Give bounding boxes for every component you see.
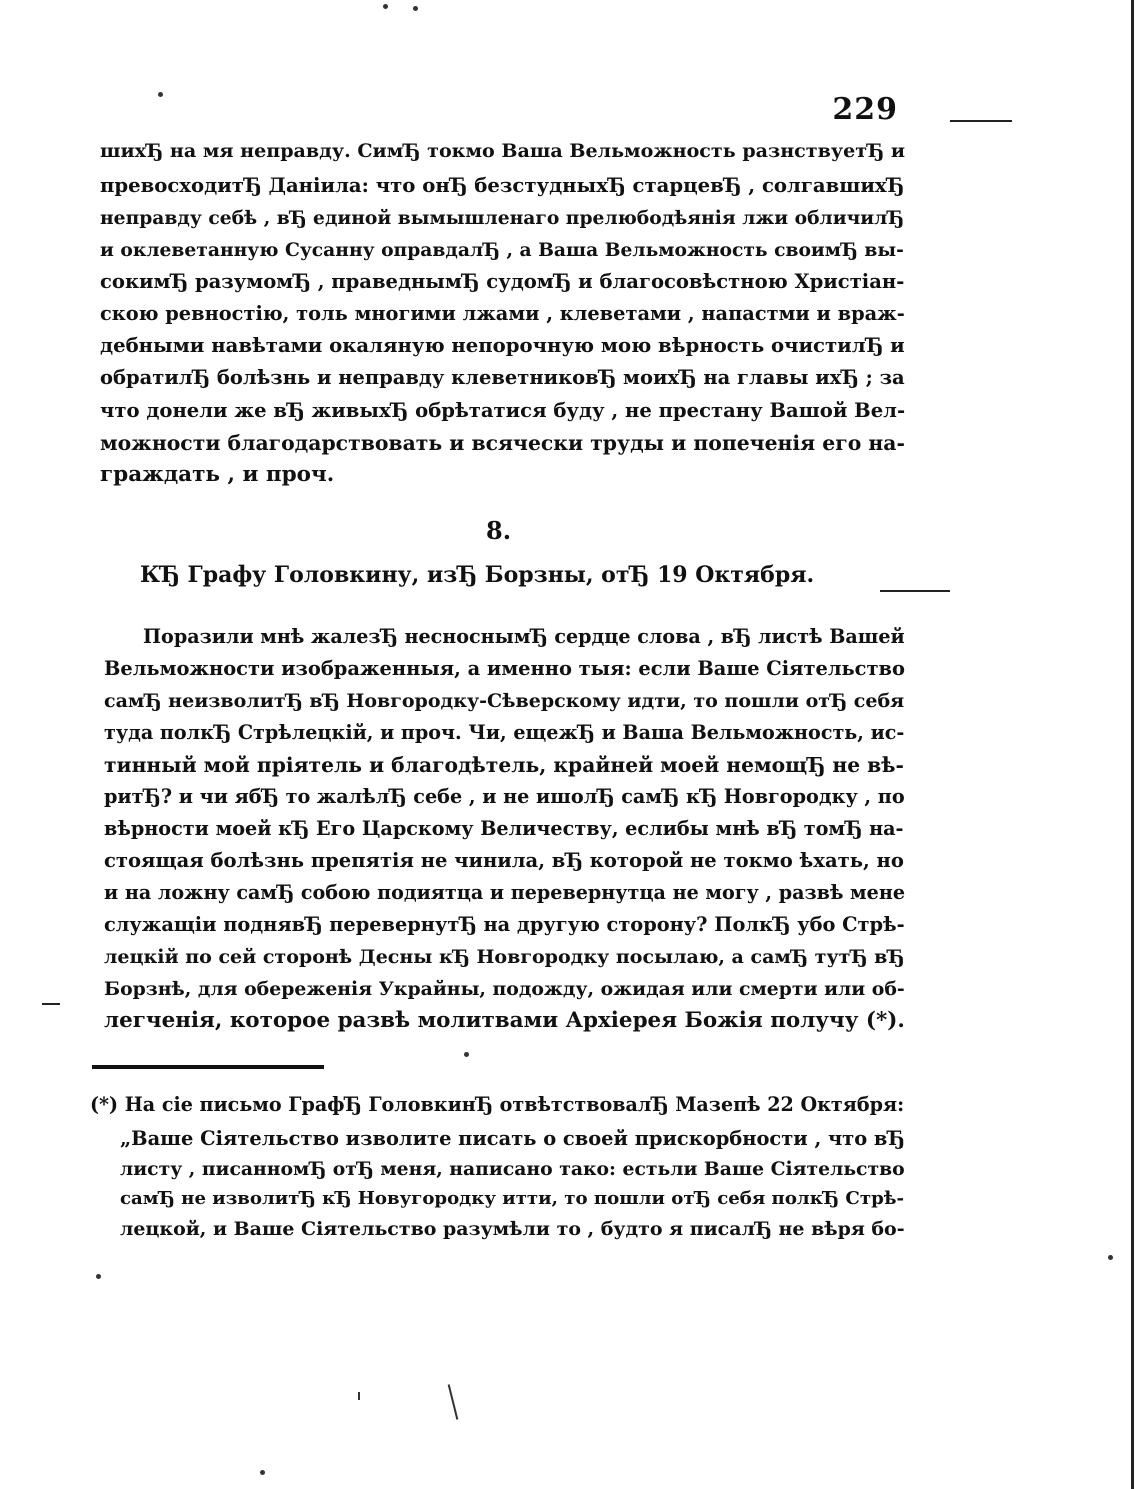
footnote-line: листу , писанномЂ отЂ меня, написано тако: естьли Ваше Сіятельство — [120, 1158, 905, 1180]
text-line: туда полкЂ Стрѣлецкій, и проч. Чи, ещежЂ и Ваша Вельможность, ис- — [104, 721, 905, 744]
ink-speck — [413, 6, 418, 11]
text-line: самЂ неизволитЂ вЂ Новгородку-Сѣверскому идти, то пошли отЂ себя — [104, 690, 905, 712]
text-line: стоящая болѣзнь препятія не чинила, вЂ которой не токмо ѣхать, но — [104, 849, 904, 872]
text-line: вѣрности моей кЂ Его Царскому Величеству, еслибы мнѣ вЂ томЂ на- — [104, 817, 904, 840]
text-line: превосходитЂ Даніила: что онЂ безстудныхЂ старцевЂ , солгавшихЂ — [100, 174, 905, 197]
text-line: ритЂ? и чи ябЂ то жалѣлЂ себе , и не ишолЂ самЂ кЂ Новгородку , по — [104, 785, 905, 808]
text-line: служащіи поднявЂ перевернутЂ на другую сторону? ПолкЂ убо Стрѣ- — [104, 913, 905, 936]
footnote-line: самЂ не изволитЂ кЂ Новугородку итти, то пошли отЂ себя полкЂ Стрѣ- — [120, 1188, 905, 1209]
section-number: 8. — [486, 516, 512, 545]
text-line: легченія, которое развѣ молитвами Архіерея Божія получу (*). — [104, 1008, 905, 1033]
ink-speck — [464, 1052, 469, 1057]
text-line: шихЂ на мя неправду. СимЂ токмо Ваша Вельможность разнствуетЂ и — [100, 140, 906, 162]
text-line: Поразили мнѣ жалезЂ несноснымЂ сердце слова , вЂ листѣ Вашей — [143, 625, 905, 648]
page-edge-line — [1131, 0, 1134, 1489]
footnote-rule — [92, 1065, 324, 1069]
letter-heading: КЂ Графу Головкину, изЂ Борзны, отЂ 19 Октября. — [140, 562, 815, 588]
text-line: граждать , и проч. — [100, 462, 335, 487]
ink-speck — [383, 4, 388, 9]
text-line: сокимЂ разумомЂ , праведнымЂ судомЂ и благосовѣстною Христіан- — [100, 270, 905, 293]
ink-speck — [260, 1470, 265, 1475]
ink-stroke — [448, 1384, 459, 1419]
text-line: Борзнѣ, для обереженія Украйны, подожду, ожидая или смерти или об- — [104, 978, 905, 1000]
ink-speck — [158, 92, 163, 97]
margin-mark — [42, 1003, 60, 1005]
text-line: что донели же вЂ живыхЂ обрѣтатися буду , не престану Вашой Вел- — [100, 399, 906, 422]
text-line: тинный мой пріятель и благодѣтель, крайней моей немощЂ не вѣ- — [104, 753, 904, 777]
ink-stroke — [358, 1392, 360, 1400]
text-line: можности благодарствовать и всячески труды и попеченія его на- — [100, 431, 905, 455]
footnote-line: „Ваше Сіятельство изволите писать о своей прискорбности , что вЂ — [120, 1127, 905, 1150]
text-line: и оклеветанную Сусанну оправдалЂ , а Ваша Вельможность своимЂ вы- — [100, 239, 904, 261]
margin-mark — [880, 590, 950, 592]
ink-speck — [1108, 1255, 1113, 1260]
text-line: лецкій по сей сторонѣ Десны кЂ Новгородку посылаю, а самЂ тутЂ вЂ — [104, 946, 905, 968]
page-number: 229 — [832, 92, 898, 127]
text-line: дебными навѣтами окаляную непорочную мою вѣрность очистилЂ и — [100, 334, 905, 357]
text-line: и на ложну самЂ собою подиятца и перевернутца не могу , развѣ мене — [104, 881, 906, 904]
text-line: обратилЂ болѣзнь и неправду клеветниковЂ моихЂ на главы ихЂ ; за — [100, 366, 905, 389]
text-line: Вельможности изображенныя, а именно тыя: если Ваше Сіятельство — [104, 657, 905, 680]
footnote-line: лецкой, и Ваше Сіятельство разумѣли то , будто я писалЂ не вѣря бо- — [120, 1218, 905, 1240]
text-line: неправду себѣ , вЂ единой вымышленаго прелюбодѣянія лжи обличилЂ — [100, 207, 905, 229]
ink-speck — [96, 1274, 101, 1279]
margin-mark — [950, 120, 1012, 122]
footnote-line: (*) На сіе письмо ГрафЂ ГоловкинЂ отвѣтствовалЂ Мазепѣ 22 Октября: — [90, 1093, 905, 1116]
text-line: скою ревностію, толь многими лжами , клеветами , напастми и враж- — [100, 302, 905, 325]
